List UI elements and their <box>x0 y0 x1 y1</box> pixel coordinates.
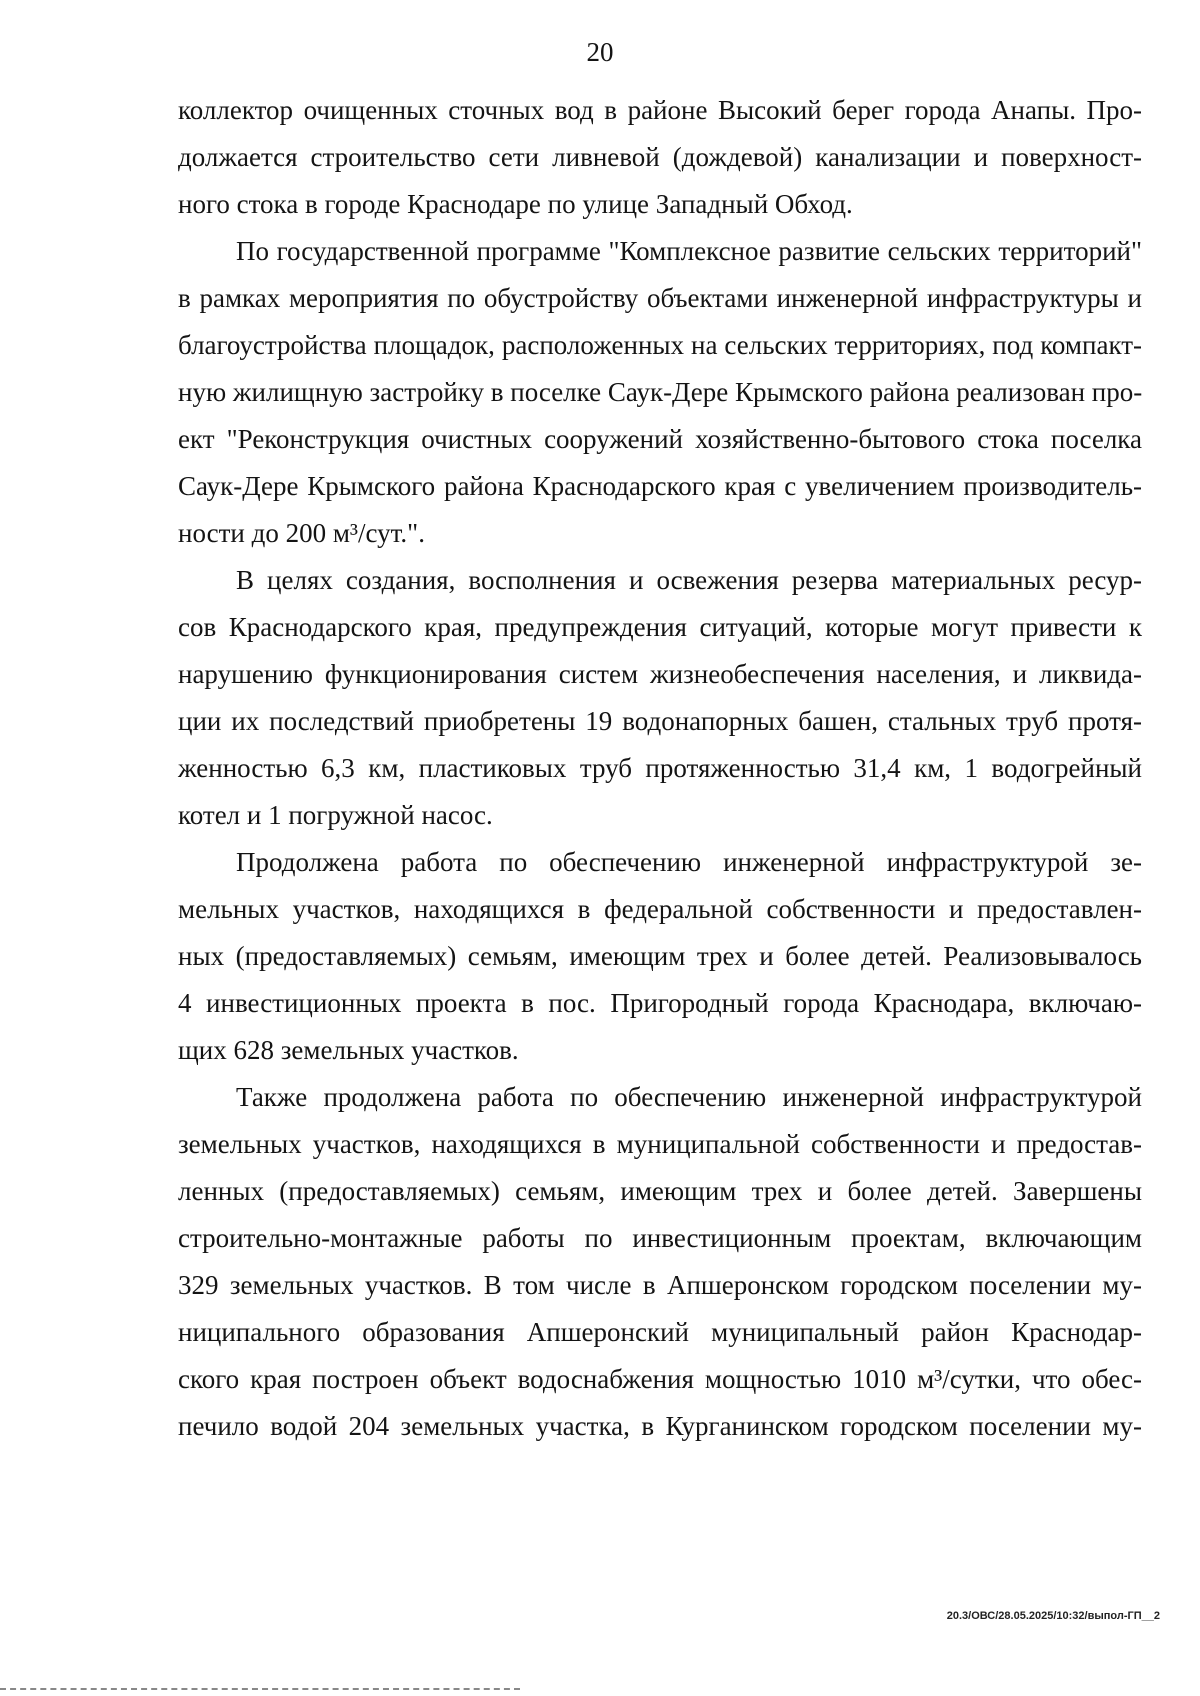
paragraph-3 <box>178 557 1142 839</box>
text-line: ект "Реконструкция очистных сооружений хозяйственно-бытового стока поселка <box>178 424 1142 454</box>
text-line: коллектор очищенных сточных вод в районе Высокий берег города Анапы. Про- <box>178 95 1142 125</box>
paragraph-1 <box>178 87 1142 228</box>
text-line: должается строительство сети ливневой (дождевой) канализации и поверхност- <box>178 142 1142 172</box>
text-line: сов Краснодарского края, предупреждения ситуаций, которые могут привести к <box>178 612 1142 642</box>
text-line: женностью 6,3 км, пластиковых труб протяженностью 31,4 км, 1 водогрейный <box>178 753 1142 783</box>
text-line: ниципального образования Апшеронский муниципальный район Краснодар- <box>178 1317 1142 1347</box>
text-line: котел и 1 погружной насос. <box>178 800 493 830</box>
text-line: В целях создания, восполнения и освежения резерва материальных ресур- <box>236 565 1142 595</box>
text-line: Также продолжена работа по обеспечению инженерной инфраструктурой <box>236 1082 1142 1112</box>
paragraph-5 <box>178 1074 1142 1450</box>
text-line: благоустройства площадок, расположенных на сельских территориях, под компакт- <box>178 330 1142 360</box>
document-body <box>178 87 1142 1450</box>
text-line: Продолжена работа по обеспечению инженерной инфраструктурой зе- <box>236 847 1142 877</box>
text-line: ную жилищную застройку в поселке Саук-Дере Крымского района реализован про- <box>178 377 1143 407</box>
text-line: ции их последствий приобретены 19 водонапорных башен, стальных труб протя- <box>178 706 1142 736</box>
text-line: щих 628 земельных участков. <box>178 1035 519 1065</box>
text-line: строительно-монтажные работы по инвестиционным проектам, включающим <box>178 1223 1142 1253</box>
text-line: печило водой 204 земельных участка, в Курганинском городском поселении му- <box>178 1411 1142 1441</box>
text-line: ности до 200 м³/сут.". <box>178 518 425 548</box>
page-number: 20 <box>586 37 614 67</box>
text-line: По государственной программе "Комплексное развитие сельских территорий" <box>236 236 1142 266</box>
text-line: ного стока в городе Краснодаре по улице Западный Обход. <box>178 189 853 219</box>
text-line: ных (предоставляемых) семьям, имеющим трех и более детей. Реализовывалось <box>178 941 1142 971</box>
text-line: 4 инвестиционных проекта в пос. Пригородный города Краснодара, включаю- <box>178 988 1142 1018</box>
bottom-divider <box>0 1688 520 1690</box>
paragraph-4 <box>178 839 1142 1074</box>
paragraph-2 <box>178 228 1142 557</box>
text-line: Саук-Дере Крымского района Краснодарского края с увеличением производитель- <box>178 471 1142 501</box>
text-line: 329 земельных участков. В том числе в Апшеронском городском поселении му- <box>178 1270 1142 1300</box>
text-line: ленных (предоставляемых) семьям, имеющим трех и более детей. Завершены <box>178 1176 1142 1206</box>
text-line: ского края построен объект водоснабжения мощностью 1010 м³/сутки, что обес- <box>178 1364 1142 1394</box>
text-line: земельных участков, находящихся в муниципальной собственности и предостав- <box>178 1129 1142 1159</box>
text-line: в рамках мероприятия по обустройству объектами инженерной инфраструктуры и <box>178 283 1142 313</box>
document-footer-code: 20.3/ОВС/28.05.2025/10:32/выпол-ГП__2 <box>946 1610 1160 1622</box>
text-line: нарушению функционирования систем жизнеобеспечения населения, и ликвида- <box>178 659 1142 689</box>
text-line: мельных участков, находящихся в федеральной собственности и предоставлен- <box>178 894 1142 924</box>
